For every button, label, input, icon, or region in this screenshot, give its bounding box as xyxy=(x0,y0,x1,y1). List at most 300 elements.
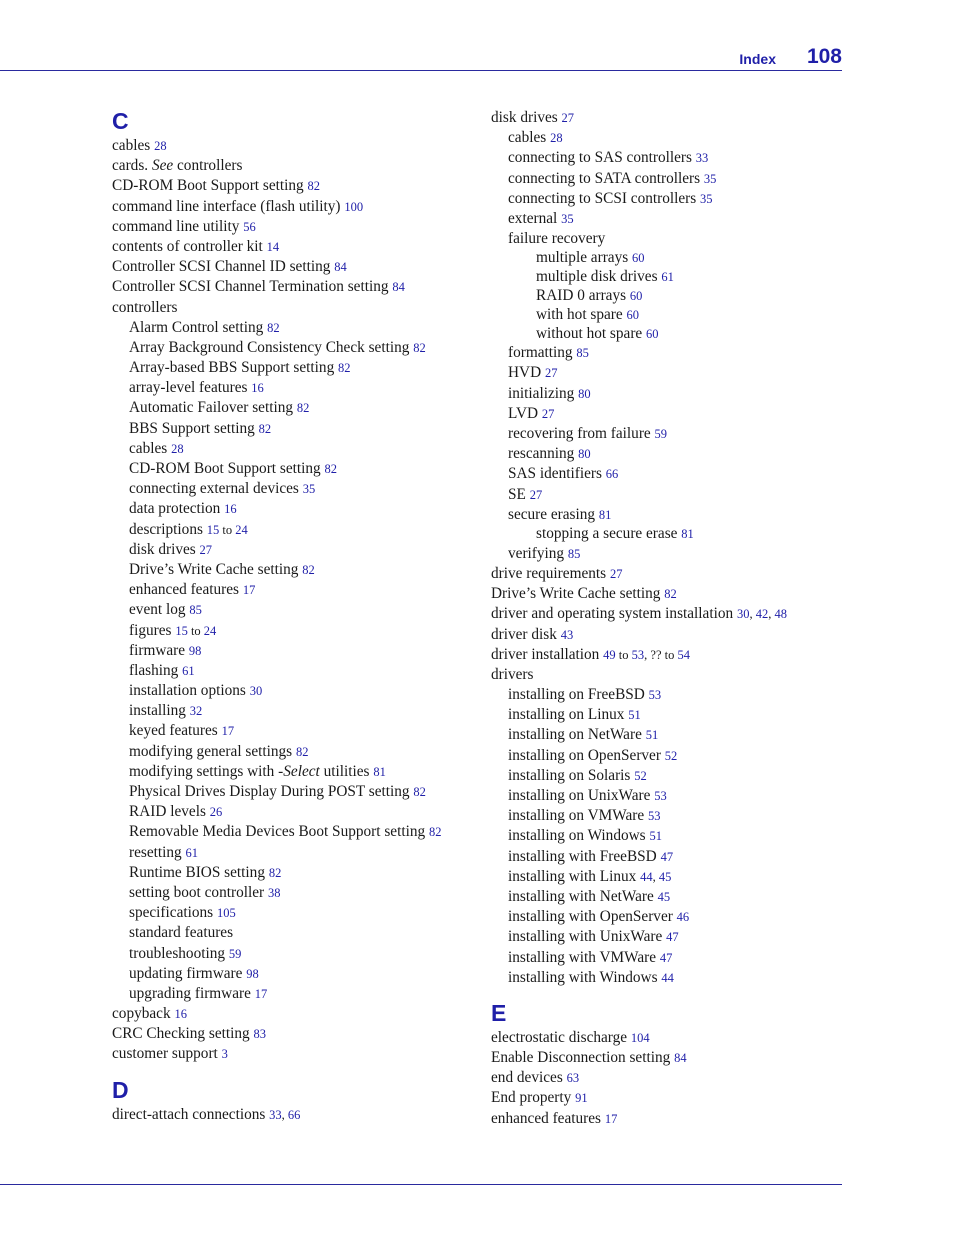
page-link[interactable]: 51 xyxy=(649,829,662,844)
see-reference: See xyxy=(151,157,174,175)
page-link[interactable]: 59 xyxy=(654,427,668,442)
entry-term: drive requirements xyxy=(491,564,607,582)
index-entry xyxy=(112,439,482,459)
entry-term: installing with FreeBSD xyxy=(508,847,657,865)
index-entry xyxy=(491,363,841,383)
index-entry xyxy=(112,984,482,1004)
entry-term: Removable Media Devices Boot Support setting xyxy=(129,823,426,841)
entry-term: installing with Linux xyxy=(508,867,637,885)
entry-term: Drive’s Write Cache setting xyxy=(491,585,661,603)
index-entry xyxy=(112,661,482,681)
index-entry xyxy=(112,1044,482,1064)
entry-term: initializing xyxy=(508,384,575,402)
index-entry xyxy=(491,525,841,544)
index-entry xyxy=(112,277,482,297)
page-link[interactable]: 27 xyxy=(541,406,555,421)
page-link[interactable]: 35 xyxy=(561,211,574,226)
entry-term: specifications xyxy=(129,904,214,922)
page-link[interactable]: 53 xyxy=(647,809,661,824)
page-link[interactable]: 100 xyxy=(344,199,364,214)
index-entry xyxy=(491,887,841,907)
index-entry xyxy=(112,701,482,721)
index-entry xyxy=(491,867,841,887)
page-link[interactable]: 45 xyxy=(657,889,671,904)
page-link[interactable]: 28 xyxy=(550,131,563,146)
entry-term: cards. xyxy=(112,157,149,175)
index-entry xyxy=(112,398,482,418)
page-link[interactable]: 82 xyxy=(302,562,315,577)
entry-term: updating firmware xyxy=(129,964,243,982)
index-entry xyxy=(491,948,841,968)
entry-term: secure erasing xyxy=(508,505,596,523)
page-link[interactable]: 61 xyxy=(182,663,195,678)
entry-term: rescanning xyxy=(508,445,575,463)
page-link[interactable]: 80 xyxy=(578,447,591,462)
page-link[interactable]: 42 xyxy=(755,607,769,622)
page-link[interactable]: 47 xyxy=(659,950,673,965)
page-header xyxy=(0,0,954,72)
entry-term: contents of controller kit xyxy=(112,237,263,255)
page-link[interactable]: 47 xyxy=(660,849,674,864)
index-entry xyxy=(112,499,482,519)
page-link[interactable]: 82 xyxy=(295,744,309,759)
page-link[interactable]: 82 xyxy=(268,865,282,880)
entry-term: installing with Windows xyxy=(508,968,658,986)
index-entry xyxy=(491,1028,841,1048)
page-link[interactable]: 80 xyxy=(578,386,591,401)
index-entry xyxy=(112,843,482,863)
entry-term: command line interface (flash utility) xyxy=(112,197,341,215)
footer-rule xyxy=(0,1184,842,1185)
page-link[interactable]: 85 xyxy=(567,546,581,561)
page-link[interactable]: 83 xyxy=(253,1027,267,1042)
entry-term: Controller SCSI Channel ID setting xyxy=(112,258,331,276)
page-link[interactable]: 53 xyxy=(654,789,667,804)
page-link[interactable]: 24 xyxy=(203,623,217,638)
page-link[interactable]: 84 xyxy=(674,1051,687,1066)
entry-term: formatting xyxy=(508,344,573,362)
entry-term: installing with NetWare xyxy=(508,887,654,905)
entry-term: HVD xyxy=(508,364,542,382)
page-separator: , xyxy=(749,607,756,622)
index-entry xyxy=(491,148,841,168)
entry-term: external xyxy=(508,209,558,227)
entry-term: installing on Linux xyxy=(508,706,625,724)
index-entry xyxy=(112,176,482,196)
index-entry xyxy=(112,822,482,842)
index-entry xyxy=(491,343,841,363)
page-link[interactable]: 48 xyxy=(774,607,787,622)
index-entry xyxy=(491,766,841,786)
page-link[interactable]: 82 xyxy=(324,462,337,476)
entry-term: setting boot controller xyxy=(129,883,265,901)
index-entry xyxy=(112,944,482,964)
page-link[interactable]: 105 xyxy=(216,906,236,921)
entry-term: recovering from failure xyxy=(508,425,651,443)
page-separator: , xyxy=(644,647,651,662)
page-link[interactable]: 82 xyxy=(307,179,320,194)
page-link[interactable]: 15 xyxy=(175,623,188,638)
page-link[interactable]: 44 xyxy=(661,970,674,985)
entry-term: installing with VMWare xyxy=(508,948,657,966)
page-link[interactable]: 44 xyxy=(640,869,653,884)
range-word: to xyxy=(187,623,204,638)
page-link[interactable]: 82 xyxy=(428,825,442,840)
page-link[interactable]: 82 xyxy=(413,340,426,355)
index-entry xyxy=(112,540,482,560)
page-link[interactable]: 85 xyxy=(189,603,202,618)
page-link[interactable]: 53 xyxy=(631,647,645,662)
index-entry xyxy=(112,863,482,883)
entry-term: BBS Support setting xyxy=(129,419,255,437)
index-entry xyxy=(112,237,482,257)
index-entry xyxy=(491,404,841,424)
page-link[interactable]: 30 xyxy=(249,684,263,699)
page-link[interactable]: 16 xyxy=(251,381,264,396)
entry-term: electrostatic discharge xyxy=(491,1028,628,1046)
entry-term: CD-ROM Boot Support setting xyxy=(112,177,304,195)
entry-term-italic: Select xyxy=(283,762,320,780)
entry-term: Controller SCSI Channel Termination setting xyxy=(112,278,389,296)
index-entry xyxy=(112,903,482,923)
page-link[interactable]: 27 xyxy=(561,111,575,125)
entry-term: connecting to SATA controllers xyxy=(508,169,701,187)
index-entry xyxy=(491,847,841,867)
page-separator: , xyxy=(768,607,775,622)
index-entry xyxy=(491,806,841,826)
entry-term: copyback xyxy=(112,1005,171,1023)
entry-term: installing on FreeBSD xyxy=(508,686,645,704)
entry-term: end devices xyxy=(491,1069,563,1087)
entry-term: enhanced features xyxy=(129,581,239,599)
entry-term: troubleshooting xyxy=(129,944,226,962)
index-entry xyxy=(491,645,841,665)
index-entry xyxy=(491,584,841,604)
entry-term: SAS identifiers xyxy=(508,465,602,483)
index-entry xyxy=(112,621,482,641)
index-entry xyxy=(112,338,482,358)
entry-term: Enable Disconnection setting xyxy=(491,1049,671,1067)
page-link[interactable]: 98 xyxy=(246,966,259,981)
index-entry xyxy=(491,1048,841,1068)
entry-term: LVD xyxy=(508,404,539,422)
page-link[interactable]: 104 xyxy=(630,1030,650,1045)
page-link[interactable]: 59 xyxy=(228,946,242,961)
entry-term: driver disk xyxy=(491,625,557,643)
page-link[interactable]: 82 xyxy=(664,587,677,602)
entry-term: installing xyxy=(129,702,186,720)
page-link[interactable]: 26 xyxy=(209,805,223,820)
entry-term: Physical Drives Display During POST setting xyxy=(129,783,410,800)
see-target: controllers xyxy=(177,157,243,175)
index-entry xyxy=(491,786,841,806)
index-entry xyxy=(491,384,841,404)
index-entry xyxy=(491,229,841,249)
index-column-left xyxy=(112,106,482,1125)
page-link[interactable]: 24 xyxy=(235,522,248,537)
entry-term: firmware xyxy=(129,641,186,659)
page-link[interactable]: 81 xyxy=(598,507,612,522)
section-title: Index xyxy=(739,51,776,67)
page-link[interactable]: 63 xyxy=(566,1071,580,1086)
index-entry xyxy=(491,1068,841,1088)
page-link[interactable]: 82 xyxy=(267,320,280,335)
index-entry xyxy=(112,964,482,984)
entry-term: connecting to SCSI controllers xyxy=(508,189,697,207)
page-link[interactable]: 28 xyxy=(171,441,184,456)
index-entry xyxy=(491,705,841,725)
index-entry xyxy=(112,560,482,580)
page-link[interactable]: 35 xyxy=(700,191,713,206)
page-link[interactable]: 46 xyxy=(676,910,690,925)
entry-term: figures xyxy=(129,621,172,639)
entry-term: installing on Windows xyxy=(508,827,646,845)
entry-term: Alarm Control setting xyxy=(129,318,264,336)
index-entry xyxy=(491,725,841,745)
entry-term: RAID levels xyxy=(129,803,206,821)
entry-term: enhanced features xyxy=(491,1109,601,1127)
entry-term: stopping a secure erase xyxy=(536,524,678,542)
page-link[interactable]: 56 xyxy=(243,219,256,234)
page-link[interactable]: 33 xyxy=(269,1107,282,1122)
entry-term: standard features xyxy=(129,924,234,942)
entry-term: resetting xyxy=(129,843,182,861)
index-entry xyxy=(491,907,841,927)
page-link[interactable]: 17 xyxy=(254,986,268,1001)
page-link[interactable]: 82 xyxy=(296,401,310,416)
page-link[interactable]: 66 xyxy=(287,1107,301,1122)
page-link[interactable]: 17 xyxy=(221,724,235,739)
index-entry xyxy=(491,968,841,988)
index-entry xyxy=(491,189,841,209)
entry-term: event log xyxy=(129,601,186,619)
page-link[interactable]: 85 xyxy=(576,346,589,361)
index-entry xyxy=(491,306,841,325)
page-link[interactable]: 81 xyxy=(681,526,694,541)
index-letter-heading: E xyxy=(491,999,507,1026)
page-link[interactable]: 17 xyxy=(604,1111,618,1126)
page-link[interactable]: 15 xyxy=(206,522,220,537)
page-link[interactable]: 91 xyxy=(575,1091,588,1106)
index-entry xyxy=(112,156,482,176)
entry-term: drivers xyxy=(491,665,534,683)
range-word: to xyxy=(615,647,632,662)
page-link[interactable]: 54 xyxy=(677,647,690,662)
entry-term: array-level features xyxy=(129,379,248,397)
index-entry xyxy=(491,544,841,564)
entry-term: SE xyxy=(508,485,526,503)
entry-term: multiple disk drives xyxy=(536,268,658,286)
index-entry xyxy=(491,485,841,505)
index-entry xyxy=(491,268,841,287)
page-link[interactable]: 47 xyxy=(666,930,679,945)
entry-term: installing on OpenServer xyxy=(508,746,661,764)
page-link[interactable]: 14 xyxy=(266,239,280,254)
index-entry xyxy=(491,108,841,128)
index-entry xyxy=(491,128,841,148)
index-entry xyxy=(112,520,482,540)
entry-term: customer support xyxy=(112,1045,218,1063)
page-link[interactable]: 16 xyxy=(174,1007,187,1022)
page-link[interactable]: 27 xyxy=(609,566,623,581)
page-link[interactable]: 84 xyxy=(334,260,347,275)
page-link[interactable]: 28 xyxy=(154,139,167,153)
index-entry xyxy=(112,641,482,661)
index-entry xyxy=(491,464,841,484)
page-link[interactable]: 30 xyxy=(736,607,750,622)
index-entry xyxy=(112,1105,482,1125)
page-link[interactable]: 61 xyxy=(185,845,199,860)
index-entry xyxy=(112,419,482,439)
entry-term: upgrading firmware xyxy=(129,984,251,1002)
entry-term: failure recovery xyxy=(508,230,606,248)
index-entry xyxy=(112,197,482,217)
entry-term: installing on VMWare xyxy=(508,807,645,825)
entry-term: connecting external devices xyxy=(129,480,299,498)
entry-term: installing with OpenServer xyxy=(508,908,673,926)
page-link[interactable]: 82 xyxy=(413,785,426,799)
index-entry xyxy=(112,378,482,398)
page-link[interactable]: 60 xyxy=(626,307,639,322)
index-entry xyxy=(112,681,482,701)
entry-term: Array Background Consistency Check setting xyxy=(129,338,410,356)
page-link[interactable]: 3 xyxy=(221,1047,228,1062)
broken-reference: ?? xyxy=(650,647,662,662)
page-link[interactable]: 38 xyxy=(267,885,281,900)
page-link[interactable]: 98 xyxy=(188,643,202,658)
index-entry xyxy=(112,217,482,237)
index-entry xyxy=(491,505,841,525)
index-column-right xyxy=(491,108,841,1129)
entry-term: Runtime BIOS setting xyxy=(129,863,265,881)
range-word: to xyxy=(661,647,678,662)
entry-term: multiple arrays xyxy=(536,249,629,267)
index-letter-heading: D xyxy=(112,1076,129,1103)
index-entry xyxy=(491,927,841,947)
index-entry xyxy=(112,358,482,378)
page-link[interactable]: 45 xyxy=(658,869,672,884)
index-entry xyxy=(112,1024,482,1044)
index-entry xyxy=(491,604,841,624)
page-link[interactable]: 82 xyxy=(338,361,351,376)
entry-term: End property xyxy=(491,1089,572,1107)
page-link[interactable]: 60 xyxy=(646,326,659,341)
entry-term: disk drives xyxy=(491,109,558,126)
entry-term: direct-attach connections xyxy=(112,1105,266,1123)
page-link[interactable]: 27 xyxy=(199,542,213,557)
page-link[interactable]: 60 xyxy=(632,251,645,266)
index-entry xyxy=(491,287,841,306)
index-entry xyxy=(112,1004,482,1024)
entry-term: utilities xyxy=(319,762,370,780)
entry-term: installation options xyxy=(129,682,246,700)
page-link[interactable]: 52 xyxy=(664,748,678,763)
entry-term: with hot spare xyxy=(536,305,623,323)
entry-term: Automatic Failover setting xyxy=(129,399,293,417)
page-number: 108 xyxy=(806,45,842,68)
header-rule xyxy=(0,70,842,71)
entry-term: Drive’s Write Cache setting xyxy=(129,560,299,578)
entry-term: disk drives xyxy=(129,540,196,558)
entry-term: driver installation xyxy=(491,645,600,663)
index-entry xyxy=(112,883,482,903)
index-entry xyxy=(112,762,482,782)
entry-term: without hot spare xyxy=(536,324,643,342)
entry-term: CD-ROM Boot Support setting xyxy=(129,460,321,477)
index-entry xyxy=(491,1109,841,1129)
page-link[interactable]: 27 xyxy=(529,487,543,502)
index-entry xyxy=(112,580,482,600)
page-link[interactable]: 84 xyxy=(392,280,405,295)
index-entry xyxy=(491,1088,841,1108)
index-entry xyxy=(491,169,841,189)
entry-term: descriptions xyxy=(129,520,203,538)
page-link[interactable]: 82 xyxy=(258,421,272,436)
page-link[interactable]: 66 xyxy=(605,467,619,482)
index-entry xyxy=(112,721,482,741)
page-link[interactable]: 16 xyxy=(224,502,237,517)
page-link[interactable]: 49 xyxy=(603,647,616,662)
page-link[interactable]: 53 xyxy=(648,688,662,703)
index-entry xyxy=(491,249,841,268)
page-link[interactable]: 33 xyxy=(695,151,709,166)
page-link[interactable]: 52 xyxy=(634,768,647,783)
entry-term: data protection xyxy=(129,500,221,518)
page-link[interactable]: 61 xyxy=(661,270,674,285)
index-entry xyxy=(112,298,482,318)
index-entry xyxy=(491,209,841,229)
page-link[interactable]: 60 xyxy=(629,288,643,303)
entry-term: cables xyxy=(508,129,547,147)
index-entry xyxy=(491,826,841,846)
page-link[interactable]: 51 xyxy=(628,708,641,723)
page-link[interactable]: 81 xyxy=(373,764,386,779)
entry-term: installing on UnixWare xyxy=(508,787,651,805)
range-word: to xyxy=(219,522,236,537)
index-entry xyxy=(112,742,482,762)
entry-term: installing with UnixWare xyxy=(508,928,663,946)
page-link[interactable]: 27 xyxy=(544,366,558,381)
page-link[interactable]: 35 xyxy=(703,171,717,186)
page-link[interactable]: 43 xyxy=(560,627,574,642)
index-entry xyxy=(491,325,841,344)
index-entry xyxy=(491,564,841,584)
entry-term: cables xyxy=(112,137,151,154)
index-entry xyxy=(112,479,482,499)
entry-term: Array-based BBS Support setting xyxy=(129,359,335,377)
index-entry xyxy=(491,444,841,464)
entry-term: controllers xyxy=(112,298,178,316)
index-entry xyxy=(112,600,482,620)
index-entry xyxy=(112,923,482,943)
entry-term: RAID 0 arrays xyxy=(536,286,627,304)
index-entry xyxy=(112,782,482,802)
page-separator: , xyxy=(281,1107,288,1122)
page-link[interactable]: 32 xyxy=(189,704,203,719)
page-link[interactable]: 17 xyxy=(242,583,256,598)
page-separator: , xyxy=(652,869,659,884)
entry-term: installing on NetWare xyxy=(508,726,642,744)
index-entry xyxy=(491,685,841,705)
page-link[interactable]: 35 xyxy=(302,482,316,497)
entry-term: modifying general settings xyxy=(129,742,293,760)
page-link[interactable]: 51 xyxy=(645,728,659,743)
index-entry xyxy=(112,459,482,479)
index-entry xyxy=(112,802,482,822)
entry-term: flashing xyxy=(129,661,179,679)
index-entry xyxy=(112,257,482,277)
entry-term: cables xyxy=(129,439,168,457)
